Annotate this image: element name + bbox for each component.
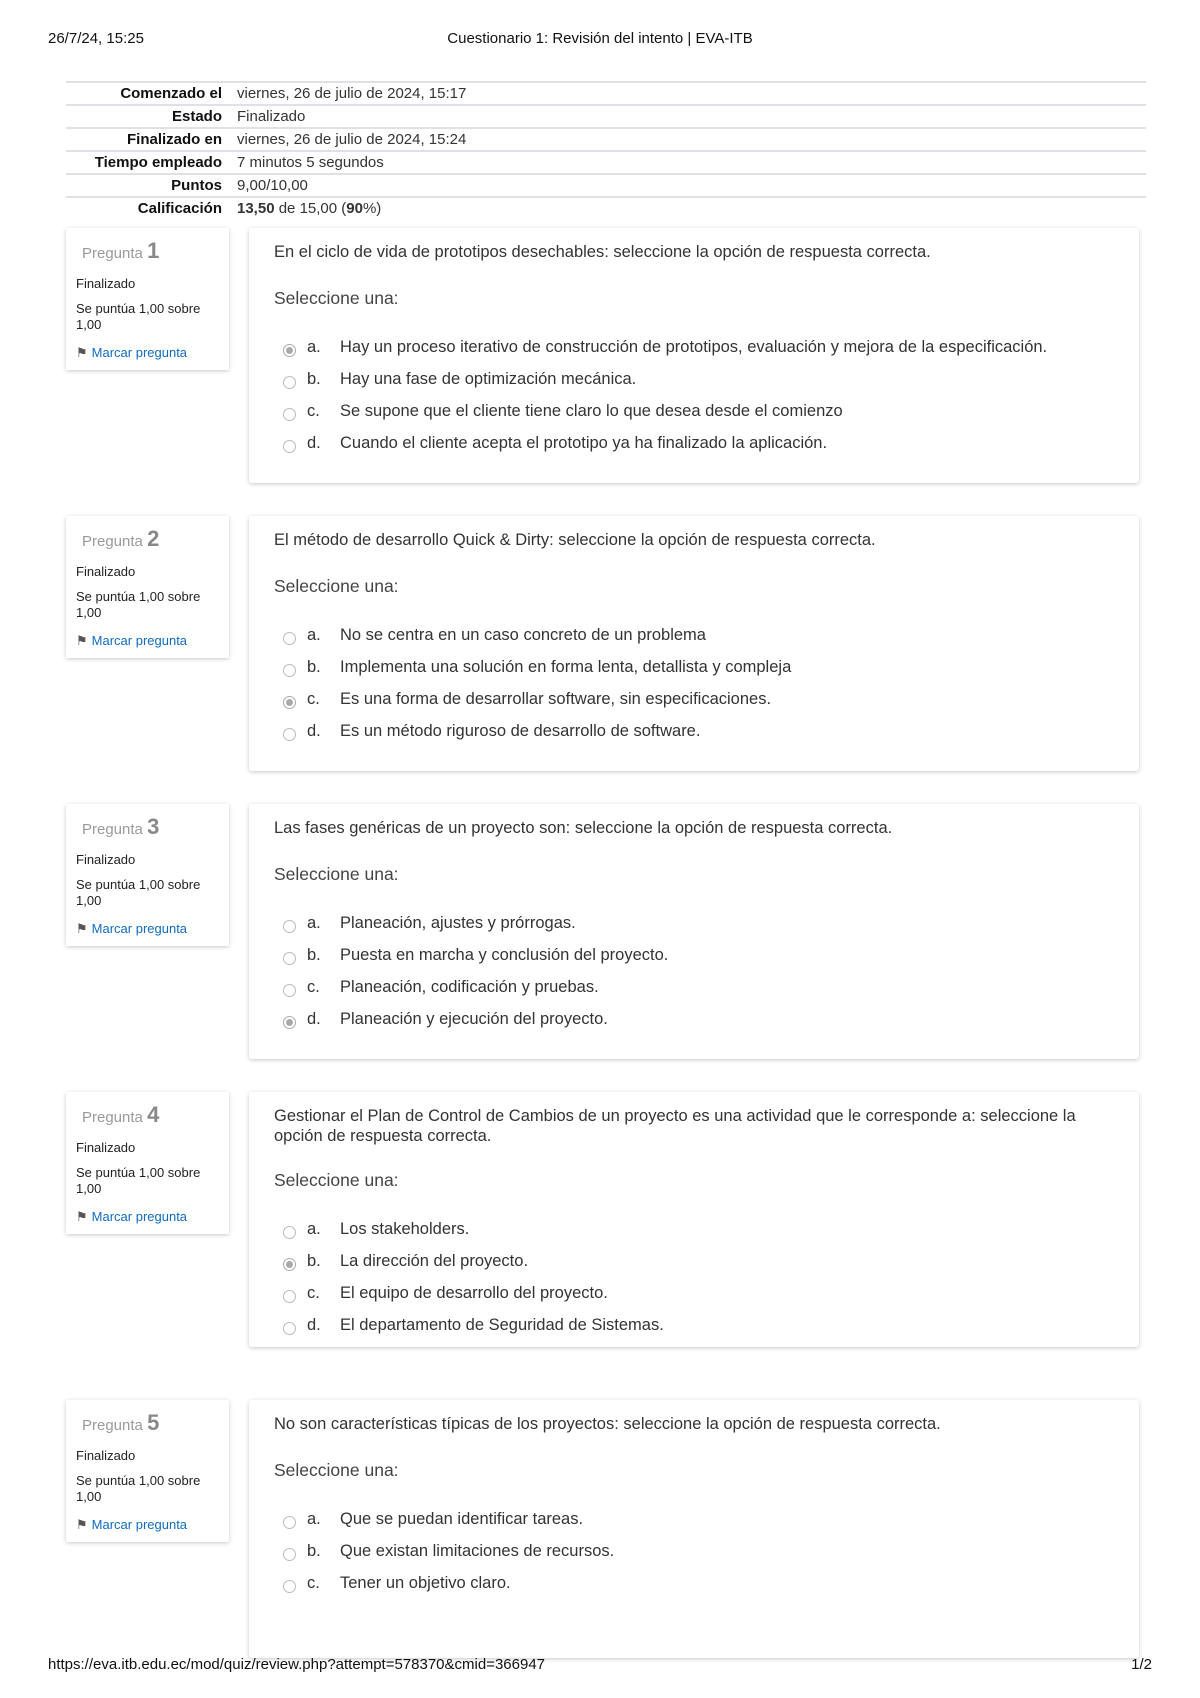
answer-prompt: Seleccione una: xyxy=(274,576,399,596)
flag-question-label: Marcar pregunta xyxy=(91,633,188,648)
question-number-label: Pregunta xyxy=(82,533,143,550)
question-text: Las fases genéricas de un proyecto son: seleccione la opción de respuesta correcta. xyxy=(274,819,893,837)
question-text: No son características típicas de los proyectos: seleccione la opción de respuesta correcta. xyxy=(274,1415,941,1433)
answer-text: Tener un objetivo claro. xyxy=(340,1574,511,1592)
question-number xyxy=(82,814,159,840)
question-number xyxy=(82,526,159,552)
question-number xyxy=(82,238,159,264)
question-grade: Se puntúa 1,00 sobre 1,00 xyxy=(76,589,201,620)
answer-prompt: Seleccione una: xyxy=(274,1460,399,1480)
print-footer xyxy=(48,1656,1152,1676)
flag-icon: ⚑ xyxy=(76,633,88,648)
summary-row-points xyxy=(66,174,1146,197)
answer-text: Es un método riguroso de desarrollo de software. xyxy=(340,722,701,740)
question-number-label: Pregunta xyxy=(82,1109,143,1126)
question-content xyxy=(249,1092,1139,1347)
radio-button[interactable] xyxy=(283,1548,296,1561)
answer-text: Se supone que el cliente tiene claro lo que desea desde el comienzo xyxy=(340,402,843,420)
flag-icon: ⚑ xyxy=(76,1517,88,1532)
question-content xyxy=(249,516,1139,771)
flag-question-label: Marcar pregunta xyxy=(91,345,188,360)
answer-text: El departamento de Seguridad de Sistemas. xyxy=(340,1316,664,1334)
radio-button[interactable] xyxy=(283,632,296,645)
page-title: Cuestionario 1: Revisión del intento | EVA-ITB xyxy=(447,30,753,47)
summary-row-completed xyxy=(66,128,1146,151)
question-text: En el ciclo de vida de prototipos desechables: seleccione la opción de respuesta correcta. xyxy=(274,243,931,261)
radio-button[interactable] xyxy=(283,440,296,453)
summary-value: 9,00/10,00 xyxy=(237,174,1146,197)
flag-question-label: Marcar pregunta xyxy=(91,1517,188,1532)
radio-button[interactable] xyxy=(283,1580,296,1593)
summary-label: Finalizado en xyxy=(66,128,237,151)
question-state: Finalizado xyxy=(76,852,136,867)
question-number-value: 4 xyxy=(147,1102,160,1127)
answer-letter: c. xyxy=(307,402,320,420)
flag-question-link[interactable] xyxy=(76,345,187,361)
question-number-label: Pregunta xyxy=(82,1417,143,1434)
radio-button[interactable] xyxy=(283,1516,296,1529)
answer-prompt: Seleccione una: xyxy=(274,864,399,884)
answer-letter: c. xyxy=(307,1574,320,1592)
radio-button[interactable] xyxy=(283,1290,296,1303)
summary-value: viernes, 26 de julio de 2024, 15:24 xyxy=(237,128,1146,151)
question-grade: Se puntúa 1,00 sobre 1,00 xyxy=(76,301,201,332)
radio-selected[interactable] xyxy=(283,1016,296,1029)
question-grade: Se puntúa 1,00 sobre 1,00 xyxy=(76,877,201,908)
question-number xyxy=(82,1410,159,1436)
answer-text: El equipo de desarrollo del proyecto. xyxy=(340,1284,608,1302)
answer-prompt: Seleccione una: xyxy=(274,1170,399,1190)
answer-letter: d. xyxy=(307,722,321,740)
question-info-panel xyxy=(66,1092,229,1234)
summary-label: Tiempo empleado xyxy=(66,151,237,174)
grade-max: de 15,00 ( xyxy=(274,200,347,217)
answer-letter: a. xyxy=(307,626,321,644)
flag-question-link[interactable] xyxy=(76,1209,187,1225)
answer-text: Es una forma de desarrollar software, sin especificaciones. xyxy=(340,690,772,708)
print-datetime: 26/7/24, 15:25 xyxy=(48,30,144,47)
summary-row-state xyxy=(66,105,1146,128)
question-info-panel xyxy=(66,228,229,370)
question-number-value: 5 xyxy=(147,1410,160,1435)
grade-percent: 90 xyxy=(346,200,363,217)
page-number: 1/2 xyxy=(1131,1656,1152,1673)
radio-button[interactable] xyxy=(283,1322,296,1335)
summary-row-started xyxy=(66,82,1146,105)
flag-icon: ⚑ xyxy=(76,345,88,360)
question-number-label: Pregunta xyxy=(82,245,143,262)
flag-icon: ⚑ xyxy=(76,1209,88,1224)
radio-button[interactable] xyxy=(283,1226,296,1239)
answer-letter: a. xyxy=(307,914,321,932)
page-url: https://eva.itb.edu.ec/mod/quiz/review.php?attempt=578370&cmid=366947 xyxy=(48,1656,545,1673)
question-content xyxy=(249,804,1139,1059)
answer-letter: b. xyxy=(307,370,321,388)
summary-row-time-taken xyxy=(66,151,1146,174)
attempt-summary-table xyxy=(66,81,1146,219)
question-number xyxy=(82,1102,159,1128)
summary-row-grade xyxy=(66,197,1146,219)
grade-percent-close: %) xyxy=(362,200,382,217)
answer-letter: b. xyxy=(307,1542,321,1560)
radio-button[interactable] xyxy=(283,952,296,965)
answer-text: No se centra en un caso concreto de un problema xyxy=(340,626,706,644)
answer-text: Que existan limitaciones de recursos. xyxy=(340,1542,615,1560)
answer-text: Puesta en marcha y conclusión del proyecto. xyxy=(340,946,669,964)
radio-button[interactable] xyxy=(283,376,296,389)
summary-value: viernes, 26 de julio de 2024, 15:17 xyxy=(237,82,1146,105)
question-text: Gestionar el Plan de Control de Cambios de un proyecto es una actividad que le corresponde a: seleccione la opción de respuesta correcta. xyxy=(274,1107,1076,1145)
answer-text: Hay un proceso iterativo de construcción de prototipos, evaluación y mejora de la especificación. xyxy=(340,338,1048,356)
radio-selected[interactable] xyxy=(283,1258,296,1271)
flag-question-link[interactable] xyxy=(76,1517,187,1533)
summary-label: Estado xyxy=(66,105,237,128)
answer-text: Planeación, codificación y pruebas. xyxy=(340,978,599,996)
answer-letter: a. xyxy=(307,1220,321,1238)
answer-letter: b. xyxy=(307,1252,321,1270)
answer-letter: c. xyxy=(307,1284,320,1302)
answer-letter: a. xyxy=(307,1510,321,1528)
answer-text: Implementa una solución en forma lenta, detallista y compleja xyxy=(340,658,792,676)
radio-button[interactable] xyxy=(283,728,296,741)
answer-letter: c. xyxy=(307,978,320,996)
question-text: El método de desarrollo Quick & Dirty: seleccione la opción de respuesta correcta. xyxy=(274,531,876,549)
summary-value xyxy=(237,197,1146,219)
print-header xyxy=(48,30,1152,50)
question-info-panel xyxy=(66,1400,229,1542)
question-info-panel xyxy=(66,516,229,658)
answer-prompt: Seleccione una: xyxy=(274,288,399,308)
grade-value: 13,50 xyxy=(237,200,275,217)
radio-button[interactable] xyxy=(283,984,296,997)
flag-icon: ⚑ xyxy=(76,921,88,936)
radio-selected[interactable] xyxy=(283,696,296,709)
question-info-panel xyxy=(66,804,229,946)
flag-question-label: Marcar pregunta xyxy=(91,921,188,936)
answer-text: Planeación, ajustes y prórrogas. xyxy=(340,914,576,932)
question-state: Finalizado xyxy=(76,1140,136,1155)
question-grade: Se puntúa 1,00 sobre 1,00 xyxy=(76,1473,201,1504)
radio-button[interactable] xyxy=(283,920,296,933)
summary-label: Comenzado el xyxy=(66,82,237,105)
answer-text: Los stakeholders. xyxy=(340,1220,470,1238)
summary-label: Calificación xyxy=(66,197,237,219)
question-state: Finalizado xyxy=(76,564,136,579)
answer-text: Planeación y ejecución del proyecto. xyxy=(340,1010,608,1028)
answer-letter: c. xyxy=(307,690,320,708)
flag-question-link[interactable] xyxy=(76,921,187,937)
radio-button[interactable] xyxy=(283,664,296,677)
radio-button[interactable] xyxy=(283,408,296,421)
question-state: Finalizado xyxy=(76,1448,136,1463)
question-number-value: 3 xyxy=(147,814,160,839)
question-state: Finalizado xyxy=(76,276,136,291)
answer-text: Cuando el cliente acepta el prototipo ya ha finalizado la aplicación. xyxy=(340,434,828,452)
summary-value: 7 minutos 5 segundos xyxy=(237,151,1146,174)
answer-letter: a. xyxy=(307,338,321,356)
question-number-label: Pregunta xyxy=(82,821,143,838)
flag-question-label: Marcar pregunta xyxy=(91,1209,188,1224)
question-number-value: 2 xyxy=(147,526,160,551)
answer-letter: d. xyxy=(307,434,321,452)
answer-letter: b. xyxy=(307,658,321,676)
question-number-value: 1 xyxy=(147,238,160,263)
answer-letter: d. xyxy=(307,1316,321,1334)
flag-question-link[interactable] xyxy=(76,633,187,649)
summary-label: Puntos xyxy=(66,174,237,197)
question-content xyxy=(249,228,1139,483)
answer-text: La dirección del proyecto. xyxy=(340,1252,529,1270)
radio-selected[interactable] xyxy=(283,344,296,357)
question-grade: Se puntúa 1,00 sobre 1,00 xyxy=(76,1165,201,1196)
answer-text: Hay una fase de optimización mecánica. xyxy=(340,370,637,388)
answer-text: Que se puedan identificar tareas. xyxy=(340,1510,584,1528)
answer-letter: b. xyxy=(307,946,321,964)
question-content xyxy=(249,1400,1139,1658)
answer-letter: d. xyxy=(307,1010,321,1028)
summary-value: Finalizado xyxy=(237,105,1146,128)
